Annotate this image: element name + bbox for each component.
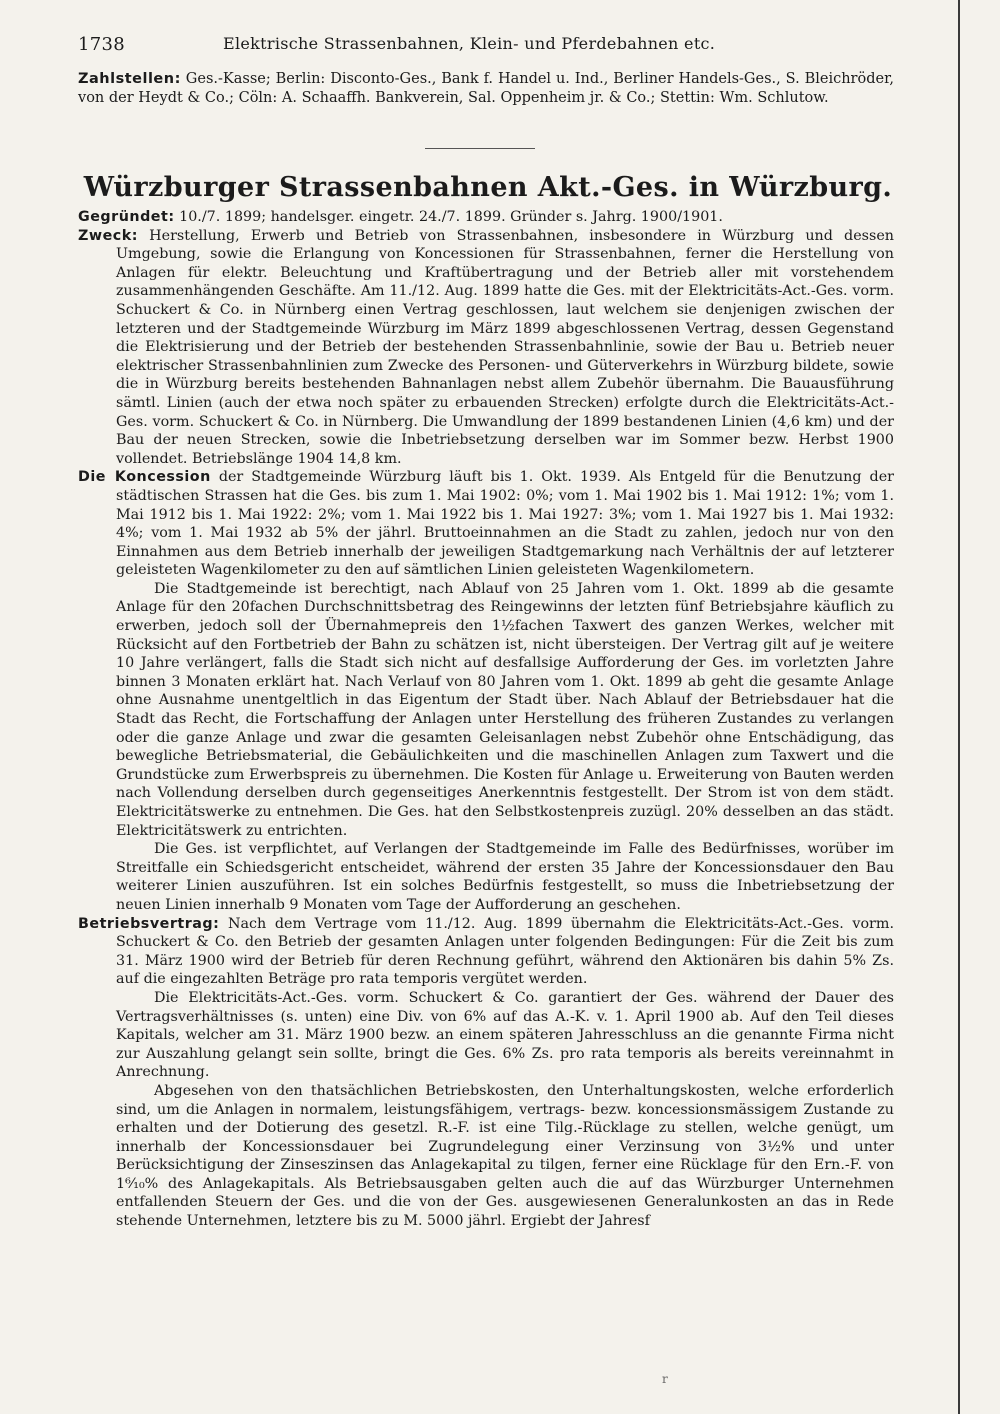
koncession-paragraph — [78, 468, 894, 580]
right-margin-rule — [958, 0, 960, 1414]
zahlstellen-section — [78, 70, 894, 107]
gegruendet-text: 10./7. 1899; handelsger. eingetr. 24./7. 1899. Gründer s. Jahrg. 1900/1901. — [179, 209, 723, 225]
gegruendet-paragraph — [78, 208, 894, 227]
zweck-text: Herstellung, Erwerb und Betrieb von Strassenbahnen, insbesondere in Würzburg und dessen Umgebung, sowie die Erlangung von Koncessionen für Strassenbahnen, ferner die Herstellung von Anlagen für elektr. Beleuchtung und Kraftübertragung und der Betrieb aller mit vorstehendem zusammenhängenden Geschäfte. Am 11./12. Aug. 1899 hatte die Ges. mit der Elektricitäts-Act.-Ges. vorm. Schuckert & Co. in Nürnberg einen Vertrag geschlossen, laut welchem sie denjenigen zwischen der letzteren und der Stadtgemeinde Würzburg im März 1899 abgeschlossenen Vertrag, dessen Gegenstand die Elektrisierung und der Betrieb der bestehenden Strassenbahnlinie, sowie der Bau u. Betrieb neuer elektrischer Strassenbahnlinien zum Zwecke des Personen- und Güterverkehrs in Würzburg bildete, sowie die in Würzburg bereits bestehenden Bahnanlagen nebst allem Zubehör übernahm. Die Bauausführung sämtl. Linien (auch der etwa noch später zu erbauenden Strecken) erfolgte durch die Elektricitäts-Act.-Ges. vorm. Schuckert & Co. in Nürnberg. Die Umwandlung der 1899 bestandenen Linien (4,6 km) und der Bau der neuen Strecken, sowie die Inbetriebsetzung derselben war im Sommer bezw. Herbst 1900 vollendet. Betriebslänge 1904 14,8 km. — [116, 227, 894, 467]
betriebsvertrag-paragraph-3: Abgesehen von den thatsächlichen Betriebskosten, den Unterhaltungskosten, welche erforderlich sind, um die Anlagen in normalem, leistungsfähigem, vertrags- bezw. koncessionsmässigem Zustande zu erhalten und der Dotierung des gesetzl. R.-F. ist eine Tilg.-Rücklage zu stellen, welche genügt, um innerhalb der Koncessionsdauer bei Zugrundelegung einer Verzinsung von 3½% und unter Berücksichtigung der Zinseszinsen das Anlagekapital zu tilgen, ferner eine Rücklage für den Ern.-F. von 1⁶⁄₁₀% des Anlagekapitals. Als Betriebsausgaben gelten auch die auf das Würzburger Unternehmen entfallenden Steuern der Ges. und die von der Ges. ausgewiesenen Generalunkosten an das in Rede stehende Unternehmen, letztere bis zu M. 5000 jährl. Ergiebt der Jahresf — [116, 1082, 894, 1230]
betriebsvertrag-text: Nach dem Vertrage vom 11./12. Aug. 1899 übernahm die Elektricitäts-Act.-Ges. vorm. Schuckert & Co. den Betrieb der gesamten Anlagen unter folgenden Bedingungen: Für die Zeit bis zum 31. März 1900 wird der Betrieb für deren Rechnung geführt, während den Aktionären bis dahin 5% Zs. auf die eingezahlten Beträge pro rata temporis vergütet werden. — [116, 915, 894, 988]
running-title: Elektrische Strassenbahnen, Klein- und Pferdebahnen etc. — [223, 34, 716, 53]
zahlstellen-text: Ges.-Kasse; Berlin: Disconto-Ges., Bank f. Handel u. Ind., Berliner Handels-Ges., S. Bleichröder, von der Heydt & Co.; Cöln: A. Schaaffh. Bankverein, Sal. Oppenheim jr. & Co.; Stettin: Wm. Schlutow. — [78, 71, 895, 106]
betriebsvertrag-paragraph — [78, 915, 894, 989]
betriebsvertrag-paragraph-2: Die Elektricitäts-Act.-Ges. vorm. Schuckert & Co. garantiert der Ges. während der Dauer des Vertragsverhältnisses (s. unten) eine Div. von 6% auf das A.-K. v. 1. April 1900 ab. Auf den Teil dieses Kapitals, welcher am 31. März 1900 bezw. an einem späteren Jahresschluss an die genannte Firma nicht zur Auszahlung gelangt sein sollte, bringt die Ges. 6% Zs. pro rata temporis als bereits vereinnahmt in Anrechnung. — [116, 989, 894, 1081]
betriebsvertrag-label: Betriebsvertrag: — [78, 915, 220, 932]
koncession-text: der Stadtgemeinde Würzburg läuft bis 1. Okt. 1939. Als Entgeld für die Benutzung der städtischen Strassen hat die Ges. bis zum 1. Mai 1902: 0%; vom 1. Mai 1902 bis 1. Mai 1912: 1%; vom 1. Mai 1912 bis 1. Mai 1922: 2%; vom 1. Mai 1922 bis 1. Mai 1927: 3%; vom 1. Mai 1927 bis 1. Mai 1932: 4%; vom 1. Mai 1932 ab 5% der jährl. Bruttoeinnahmen an die Stadt zu zahlen, jedoch nur von den Einnahmen aus dem Betrieb innerhalb der jeweiligen Stadtgemarkung nach Verhältnis der auf letzterer geleisteten Wagenkilometer zu den auf sämtlichen Linien geleisteten Wagenkilometern. — [116, 469, 894, 579]
koncession-paragraph-2: Die Stadtgemeinde ist berechtigt, nach Ablauf von 25 Jahren vom 1. Okt. 1899 ab die gesamte Anlage für den 20fachen Durchschnittsbetrag des Reingewinns der letzten fünf Betriebsjahre käuflich zu erwerben, jedoch soll der Übernahmepreis den 1½fachen Taxwert des ganzen Werkes, welcher mit Rücksicht auf den Fortbetrieb der Bahn zu schätzen ist, nicht übersteigen. Der Vertrag gilt auf je weitere 10 Jahre verlängert, falls die Stadt sich nicht auf desfallsige Aufforderung der Ges. im vorletzten Jahre binnen 3 Monaten erklärt hat. Nach Verlauf von 80 Jahren vom 1. Okt. 1899 ab geht die gesamte Anlage ohne Ausnahme unentgeltlich in das Eigentum der Stadt über. Nach Ablauf der Betriebsdauer hat die Stadt das Recht, die Fortschaffung der Anlagen unter Herstellung des früheren Zustandes zu verlangen oder die ganze Anlage und zwar die gesamten Geleisanlagen nebst Zubehör ohne Entschädigung, das bewegliche Betriebsmaterial, die Gebäulichkeiten und die maschinellen Anlagen zum Taxwert und die Grundstücke zum Erwerbspreis zu übernehmen. Die Kosten für Anlage u. Erweiterung von Bauten werden nach Vollendung derselben durch gegenseitiges Anerkenntnis festgestellt. Der Strom ist von dem städt. Elektricitätswerke zu entnehmen. Die Ges. hat den Selbstkostenpreis zuzügl. 20% desselben an das städt. Elektricitätswerk zu entrichten. — [116, 580, 894, 839]
section-divider — [425, 148, 535, 149]
koncession-label: Die Koncession — [78, 469, 211, 486]
gegruendet-label: Gegründet: — [78, 209, 175, 225]
zweck-label: Zweck: — [78, 227, 138, 244]
zweck-paragraph — [78, 227, 894, 469]
page-number: 1738 — [78, 34, 126, 55]
company-title: Würzburger Strassenbahnen Akt.-Ges. in Würzburg. — [83, 172, 893, 203]
company-body — [78, 208, 894, 1231]
footer-mark: r — [662, 1372, 668, 1386]
koncession-paragraph-3: Die Ges. ist verpflichtet, auf Verlangen der Stadtgemeinde im Falle des Bedürfnisses, worüber im Streitfalle ein Schiedsgericht entscheidet, während der ersten 35 Jahre der Koncessionsdauer den Bau weiterer Linien auszuführen. Ist ein solches Bedürfnis festgestellt, so muss die Inbetriebsetzung der neuen Linien innerhalb 9 Monaten vom Tage der Aufforderung an geschehen. — [116, 841, 894, 913]
zahlstellen-label: Zahlstellen: — [78, 71, 181, 87]
